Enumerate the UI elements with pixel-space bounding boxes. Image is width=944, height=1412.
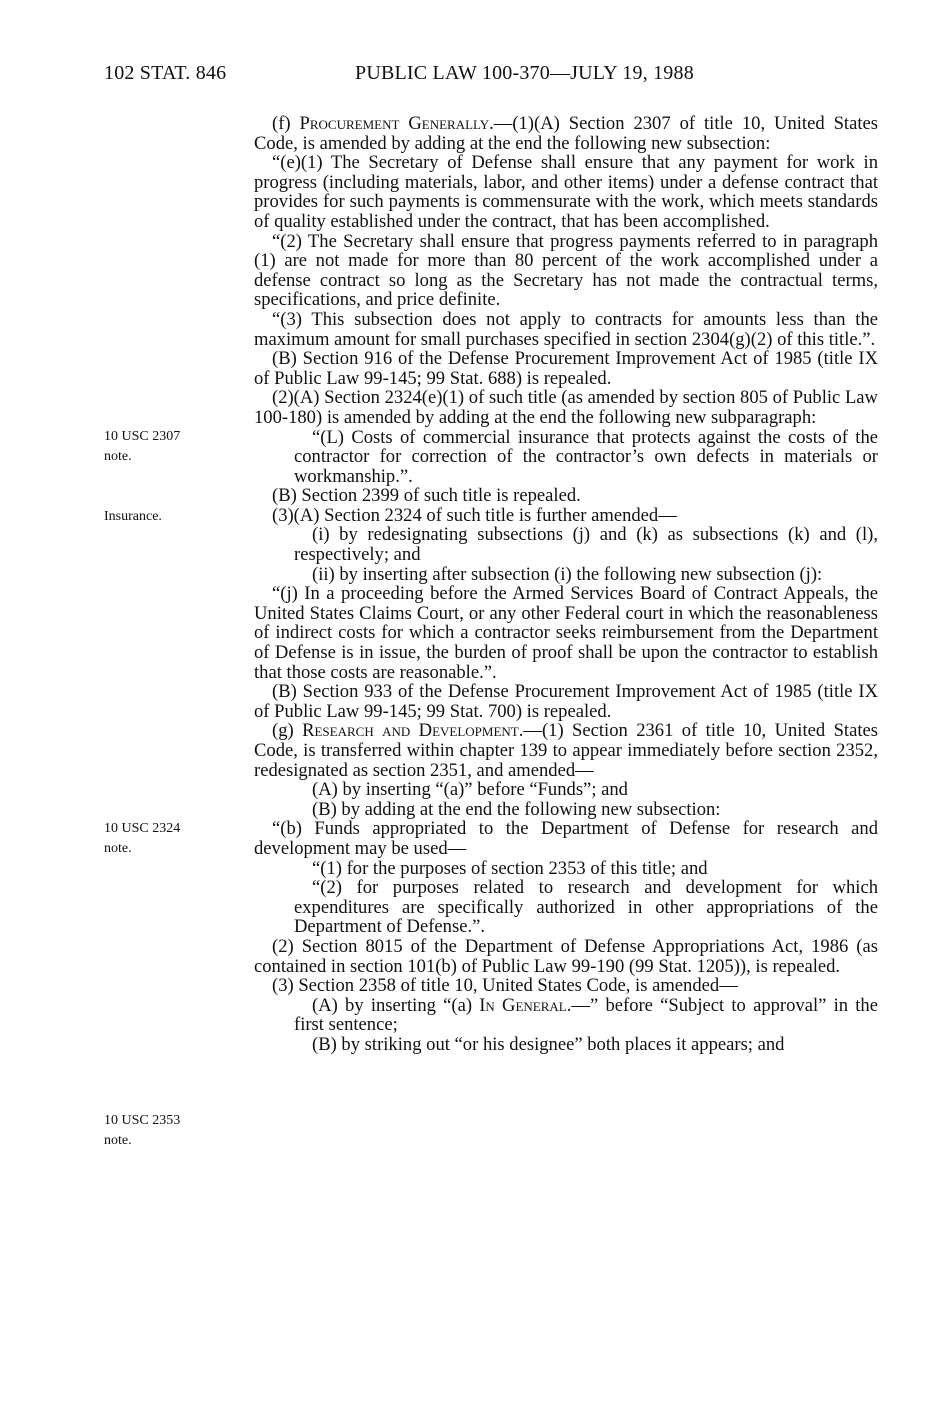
margin-note-line: note. xyxy=(104,841,132,856)
margin-note-line: 10 USC 2353 xyxy=(104,1113,181,1128)
margin-note-line: Insurance. xyxy=(104,509,162,524)
paragraph: “(2) The Secretary shall ensure that progress payments referred to in paragraph (1) are not made for more than 80 percent of the work accomplished under a defense contract so long as the Secretary has not made the contractual terms, specifications, and price definite. xyxy=(254,230,878,311)
paragraph: (B) Section 2399 of such title is repealed. xyxy=(272,485,581,507)
margin-note-line: 10 USC 2324 xyxy=(104,821,181,836)
paragraph: “(e)(1) The Secretary of Defense shall ensure that any payment for work in progress (including materials, labor, and other items) under a defense contract that provides for such payments is commensurate with the work, which meets standards of quality established under the contract, that has been accomplished. xyxy=(254,152,878,232)
paragraph: (ii) by inserting after subsection (i) the following new subsection (j): xyxy=(312,563,823,585)
margin-note-line: note. xyxy=(104,1133,132,1148)
statute-body xyxy=(254,114,878,1055)
paragraph: “(j) In a proceeding before the Armed Services Board of Contract Appeals, the United States Claims Court, or any other Federal court in which the reasonableness of indirect costs for which a contractor seeks reimbursement from the Department of Defense is in issue, the burden of proof shall be upon the contractor to establish that those costs are reasonable.”. xyxy=(254,583,878,683)
paragraph: (B) by adding at the end the following new subsection: xyxy=(312,798,721,820)
paragraph: (B) Section 916 of the Defense Procurement Improvement Act of 1985 (title IX of Public Law 99-145; 99 Stat. 688) is repealed. xyxy=(254,348,878,389)
paragraph-insurance: “(L) Costs of commercial insurance that protects against the costs of the contractor for correction of the contractor’s own defects in materials or workmanship.”. xyxy=(294,426,878,487)
section-heading: Research and Development xyxy=(302,720,519,742)
paragraph: “(3) This subsection does not apply to contracts for amounts less than the maximum amount for small purchases specified in section 2304(g)(2) of this title.”. xyxy=(254,308,878,350)
margin-note-line: 10 USC 2307 xyxy=(104,429,181,444)
margin-note-insurance xyxy=(104,507,234,527)
paragraph: “(1) for the purposes of section 2353 of this title; and xyxy=(312,857,708,879)
margin-note-usc-2324 xyxy=(104,819,234,859)
paragraph: (A) by inserting “(a) In General.—” before “Subject to approval” in the first sentence; xyxy=(294,994,878,1036)
paragraph: (2)(A) Section 2324(e)(1) of such title (as amended by section 805 of Public Law 100-180) is amended by adding at the end the following new subparagraph: xyxy=(254,387,878,428)
paragraph: “(2) for purposes related to research and development for which expenditures are specifically authorized in other appropriations of the Department of Defense.”. xyxy=(294,877,878,938)
public-law-title: PUBLIC LAW 100-370—JULY 19, 1988 xyxy=(355,62,694,84)
paragraph: (3) Section 2358 of title 10, United States Code, is amended— xyxy=(272,975,738,997)
section-heading: Procurement Generally xyxy=(299,113,490,134)
paragraph-research-and-development: (g) Research and Development.—(1) Section 2361 of title 10, United States Code, is transferred within chapter 139 to appear immediately before section 2352, redesignated as section 2351, and amended— xyxy=(254,720,878,781)
paragraph: “(b) Funds appropriated to the Department of Defense for research and development may be used— xyxy=(254,818,878,859)
stat-page-number: 102 STAT. 846 xyxy=(104,62,227,84)
page-header xyxy=(104,62,879,92)
paragraph: (3)(A) Section 2324 of such title is further amended— xyxy=(272,504,677,526)
paragraph: (2) Section 8015 of the Department of Defense Appropriations Act, 1986 (as contained in section 101(b) of Public Law 99-190 (99 Stat. 1205)), is repealed. xyxy=(254,935,878,977)
margin-note-usc-2353 xyxy=(104,1111,234,1151)
paragraph: (A) by inserting “(a)” before “Funds”; and xyxy=(312,779,628,801)
paragraph: (B) Section 933 of the Defense Procurement Improvement Act of 1985 (title IX of Public Law 99-145; 99 Stat. 700) is repealed. xyxy=(254,681,878,722)
paragraph: (i) by redesignating subsections (j) and (k) as subsections (k) and (l), respectively; and xyxy=(294,524,878,566)
paragraph-procurement-generally: (f) Procurement Generally.—(1)(A) Section 2307 of title 10, United States Code, is amended by adding at the end the following new subsection: xyxy=(254,113,878,154)
margin-note-line: note. xyxy=(104,449,132,464)
margin-note-usc-2307 xyxy=(104,427,234,467)
paragraph: (B) by striking out “or his designee” both places it appears; and xyxy=(312,1033,785,1055)
